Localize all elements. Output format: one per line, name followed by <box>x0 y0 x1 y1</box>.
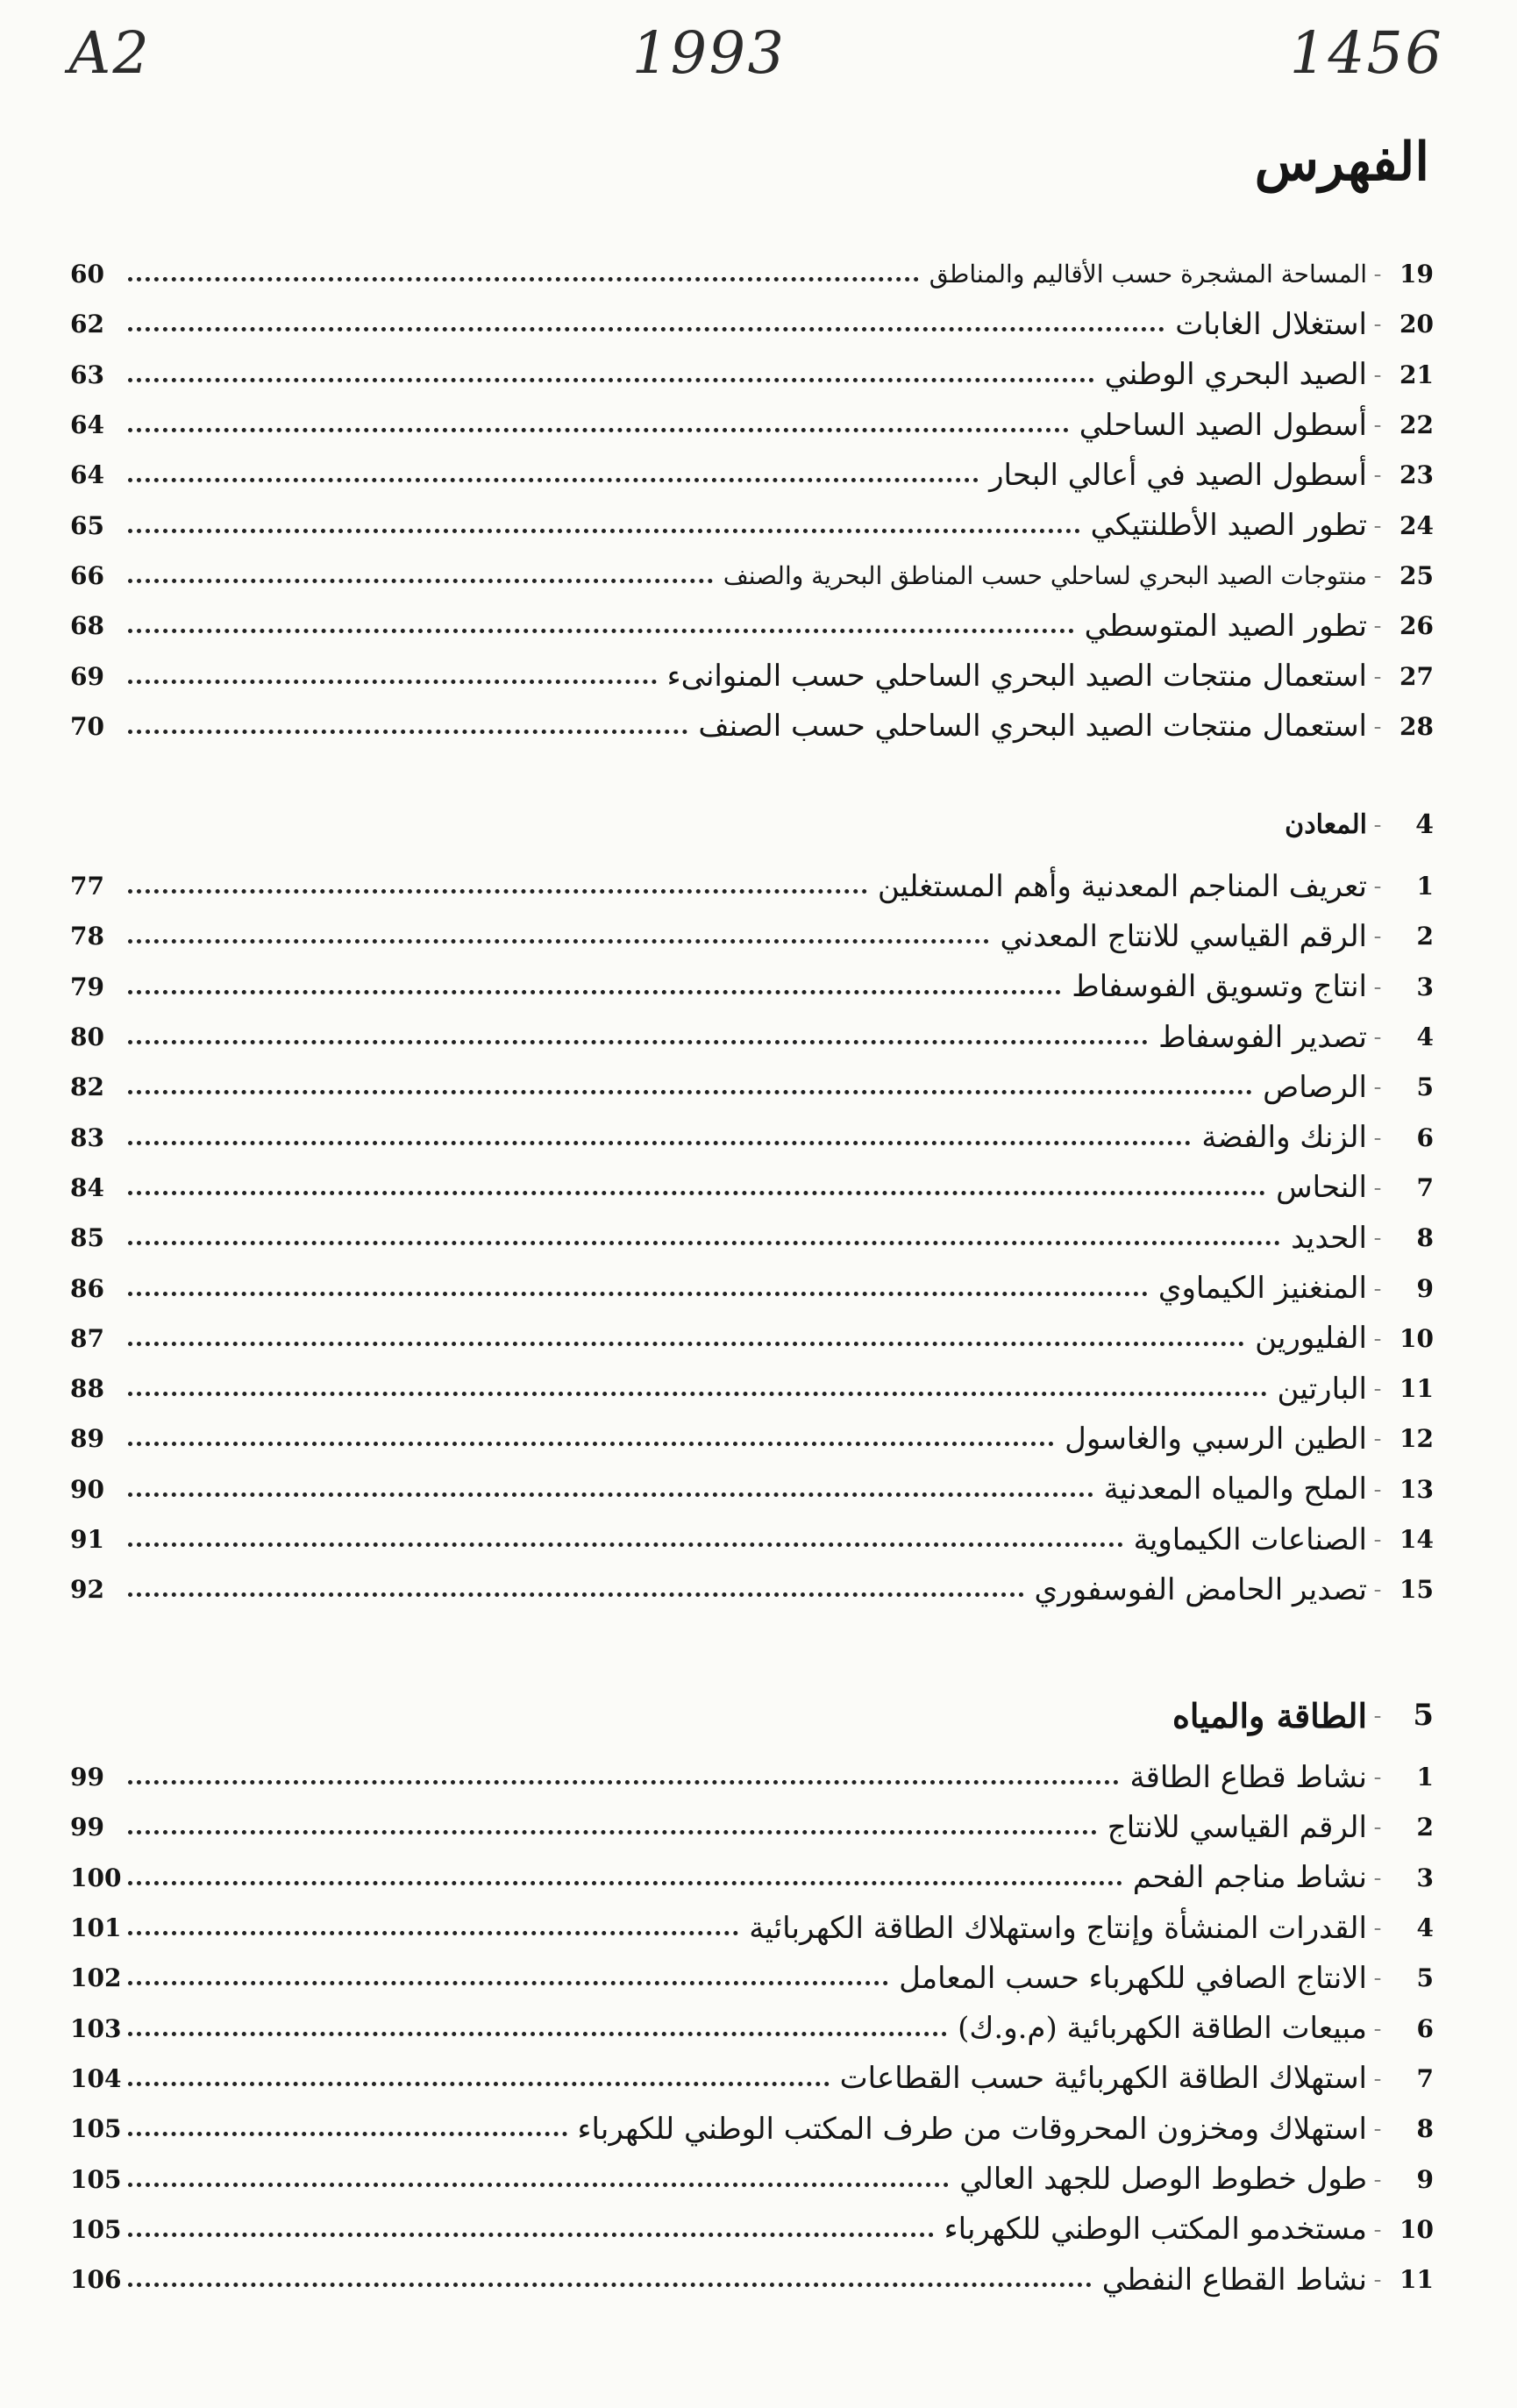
toc-leader-dots <box>128 1493 1093 1497</box>
toc-entry[interactable] <box>70 2003 1434 2053</box>
toc-entry-dash: – <box>1374 1029 1381 1046</box>
toc-entry-number: 8 <box>1416 1223 1434 1253</box>
toc-page-number: 62 <box>70 310 104 339</box>
toc-leader-dots <box>128 1342 1244 1346</box>
toc-leader-dots <box>128 1241 1280 1245</box>
toc-entry-dash: – <box>1374 417 1381 434</box>
toc-leader-dots <box>128 629 1074 633</box>
toc-leader-dots <box>128 730 687 734</box>
toc-entry[interactable] <box>70 702 1434 752</box>
toc-leader-dots <box>128 277 919 281</box>
toc-page-number: 105 <box>70 2114 122 2144</box>
toc-entry-label: الطين الرسبي والغاسول <box>1065 1421 1367 1457</box>
toc-page-number: 89 <box>70 1424 104 1454</box>
toc-entry-number: 20 <box>1399 310 1434 339</box>
toc-entry-label: تصدير الحامض الفوسفوري <box>1034 1571 1367 1607</box>
toc-entry-dash: – <box>1374 1129 1381 1146</box>
toc-leader-dots <box>128 2233 934 2237</box>
toc-entry-label: الصناعات الكيماوية <box>1133 1521 1367 1557</box>
toc-leader-dots <box>128 478 979 482</box>
toc-entry-number: 24 <box>1399 510 1434 540</box>
toc-entry[interactable] <box>70 2255 1434 2305</box>
toc-entry[interactable] <box>70 1062 1434 1112</box>
toc-entry[interactable] <box>70 911 1434 961</box>
toc-entry-dash: – <box>1374 2220 1381 2238</box>
toc-page-number: 64 <box>70 460 104 490</box>
toc-entry-label: منتوجات الصيد البحري لساحلي حسب المناطق البحرية والصنف <box>723 560 1367 590</box>
toc-leader-dots <box>128 1830 1097 1834</box>
toc-entry-label: البارتين <box>1277 1371 1367 1407</box>
toc-page-number: 99 <box>70 1813 104 1842</box>
toc-leader-dots <box>128 1780 1119 1785</box>
toc-entry-dash: – <box>1374 928 1381 945</box>
toc-entry-dash: – <box>1374 1531 1381 1548</box>
toc-page-number: 65 <box>70 510 104 540</box>
toc-entry-dash: – <box>1374 517 1381 534</box>
toc-entry-dash: – <box>1374 1279 1381 1297</box>
toc-page-number: 91 <box>70 1525 104 1554</box>
toc-entry-number: 3 <box>1416 1863 1434 1892</box>
toc-leader-dots <box>128 1981 888 1985</box>
toc-page-number: 83 <box>70 1122 104 1152</box>
toc-entry-number: 6 <box>1416 1122 1434 1152</box>
toc-entry[interactable] <box>70 1213 1434 1263</box>
toc-entry-dash: – <box>1374 467 1381 484</box>
toc-entry-label: الرقم القياسي للانتاج المعدني <box>1000 918 1367 954</box>
toc-entry-label: تعريف المناجم المعدنية وأهم المستغلين <box>877 868 1367 904</box>
section-heading-dash: – <box>1374 1706 1381 1724</box>
toc-entry-number: 7 <box>1416 2063 1434 2093</box>
toc-page-number: 106 <box>70 2265 122 2295</box>
toc-entry-label: انتاج وتسويق الفوسفاط <box>1072 969 1367 1005</box>
toc-entry[interactable] <box>70 1364 1434 1414</box>
section-heading <box>70 798 1434 851</box>
toc-entry-label: القدرات المنشأة وإنتاج واستهلاك الطاقة الكهربائية <box>749 1910 1367 1946</box>
toc-entry-number: 4 <box>1416 1913 1434 1943</box>
toc-entry-dash: – <box>1374 978 1381 995</box>
toc-entry[interactable] <box>70 1564 1434 1614</box>
toc-leader-dots <box>128 1191 1265 1195</box>
toc-leader-dots <box>128 579 713 583</box>
toc-page-number: 66 <box>70 560 104 590</box>
toc-entry-number: 2 <box>1416 922 1434 951</box>
toc-page-number: 103 <box>70 2013 122 2043</box>
toc-leader-dots <box>128 2132 567 2136</box>
toc-entry-number: 8 <box>1416 2114 1434 2144</box>
toc-leader-dots <box>128 939 989 944</box>
toc-entry-dash: – <box>1374 1970 1381 1987</box>
toc-leader-dots <box>128 990 1061 994</box>
toc-entry-number: 12 <box>1399 1424 1434 1454</box>
toc-page-number: 79 <box>70 972 104 1001</box>
toc-entry-number: 14 <box>1399 1525 1434 1554</box>
toc-page-number: 84 <box>70 1172 104 1202</box>
toc-entry-number: 11 <box>1399 1374 1434 1404</box>
toc-page-number: 99 <box>70 1763 104 1792</box>
toc-entry[interactable] <box>70 1514 1434 1564</box>
toc-entry-dash: – <box>1374 1920 1381 1937</box>
toc-entry-dash: – <box>1374 1869 1381 1886</box>
toc-entry-label: الحديد <box>1291 1220 1367 1256</box>
toc-leader-dots <box>128 428 1069 432</box>
toc-entry-dash: – <box>1374 1480 1381 1498</box>
toc-entry-label: مستخدمو المكتب الوطني للكهرباء <box>944 2212 1367 2248</box>
toc-entry[interactable] <box>70 450 1434 500</box>
toc-leader-dots <box>128 889 867 894</box>
toc-entry-number: 10 <box>1399 1323 1434 1353</box>
toc-page-number: 105 <box>70 2214 122 2244</box>
toc-entry-label: تصدير الفوسفاط <box>1158 1019 1367 1055</box>
toc-entry-dash: – <box>1374 667 1381 685</box>
toc-entry-number: 25 <box>1399 560 1434 590</box>
section-energy <box>70 1689 1434 2305</box>
toc-entry-label: نشاط قطاع الطاقة <box>1129 1759 1367 1795</box>
toc-page-number: 80 <box>70 1022 104 1052</box>
toc-entry[interactable] <box>70 962 1434 1012</box>
toc-entry-number: 5 <box>1416 1963 1434 1993</box>
toc-entry-label: نشاط القطاع النفطي <box>1101 2262 1367 2298</box>
toc-page-number: 60 <box>70 260 104 289</box>
toc-leader-dots <box>128 378 1094 382</box>
toc-entry-label: النحاس <box>1276 1170 1367 1206</box>
toc-entry-label: الزنك والفضة <box>1201 1120 1367 1156</box>
toc-entry[interactable] <box>70 1263 1434 1313</box>
toc-entry-number: 15 <box>1399 1575 1434 1605</box>
toc-page-number: 87 <box>70 1323 104 1353</box>
toc-entry[interactable] <box>70 2205 1434 2255</box>
toc-entry[interactable] <box>70 400 1434 450</box>
toc-entry[interactable] <box>70 1752 1434 1802</box>
toc-entry-dash: – <box>1374 2120 1381 2138</box>
toc-entry-dash: – <box>1374 2020 1381 2037</box>
toc-entry-label: استهلاك الطاقة الكهربائية حسب القطاعات <box>839 2061 1367 2097</box>
toc-entry-dash: – <box>1374 1430 1381 1448</box>
toc-entry-number: 13 <box>1399 1474 1434 1504</box>
toc-entry-label: الملح والمياه المعدنية <box>1103 1471 1367 1507</box>
toc-entry-number: 19 <box>1399 260 1434 289</box>
toc-entry-dash: – <box>1374 1229 1381 1247</box>
toc-entry-label: المساحة المشجرة حسب الأقاليم والمناطق <box>929 260 1367 289</box>
toc-entry-number: 1 <box>1416 1763 1434 1792</box>
toc-page-number: 88 <box>70 1374 104 1404</box>
toc-entry-number: 6 <box>1416 2013 1434 2043</box>
toc-entry-number: 28 <box>1399 711 1434 741</box>
toc-entry-number: 11 <box>1399 2265 1434 2295</box>
toc-entry-number: 2 <box>1416 1813 1434 1842</box>
toc-entry-number: 27 <box>1399 661 1434 691</box>
toc-page-number: 69 <box>70 661 104 691</box>
toc-leader-dots <box>128 1040 1148 1044</box>
toc-entry[interactable] <box>70 299 1434 349</box>
toc-entry[interactable] <box>70 651 1434 701</box>
toc-entry-number: 7 <box>1416 1172 1434 1202</box>
toc-page-number: 105 <box>70 2164 122 2194</box>
toc-leader-dots <box>128 1542 1123 1547</box>
toc-entry-dash: – <box>1374 366 1381 383</box>
toc-entry-dash: – <box>1374 1079 1381 1096</box>
toc-entry[interactable] <box>70 1414 1434 1464</box>
toc-entry-label: الانتاج الصافي للكهرباء حسب المعامل <box>899 1960 1367 1996</box>
toc-leader-dots <box>128 1292 1148 1296</box>
toc-entry-dash: – <box>1374 1769 1381 1786</box>
section-heading-number: 4 <box>1415 809 1434 840</box>
toc-page-number: 92 <box>70 1575 104 1605</box>
toc-entry-label: الرصاص <box>1263 1069 1367 1105</box>
toc-entry[interactable] <box>70 1853 1434 1903</box>
toc-entry-label: طول خطوط الوصل للجهد العالي <box>959 2162 1367 2198</box>
section-heading-text: الطاقة والمياه <box>1172 1695 1367 1735</box>
handwritten-note-year: 1993 <box>625 19 792 87</box>
toc-leader-dots <box>128 327 1164 331</box>
toc-entry-label: الصيد البحري الوطني <box>1104 357 1367 393</box>
toc-entry-number: 26 <box>1399 611 1434 641</box>
toc-entry[interactable] <box>70 1012 1434 1062</box>
toc-leader-dots <box>128 1442 1054 1446</box>
toc-leader-dots <box>128 1881 1122 1885</box>
section-fishing <box>70 249 1434 752</box>
toc-entry[interactable] <box>70 1464 1434 1514</box>
page-title: الفهرس <box>1254 132 1429 193</box>
toc-page-number: 86 <box>70 1273 104 1303</box>
toc-entry-label: مبيعات الطاقة الكهربائية (م.و.ك) <box>958 2011 1367 2047</box>
toc-entry-label: تطور الصيد المتوسطي <box>1084 608 1367 644</box>
toc-entry-label: أسطول الصيد في أعالي البحار <box>989 457 1367 493</box>
toc-leader-dots <box>128 680 657 684</box>
toc-entry[interactable] <box>70 2104 1434 2154</box>
toc-page-number: 85 <box>70 1223 104 1253</box>
toc-leader-dots <box>128 2283 1092 2287</box>
toc-page-number: 101 <box>70 1913 122 1943</box>
toc-entry-dash: – <box>1374 1380 1381 1398</box>
toc-entry[interactable] <box>70 1314 1434 1364</box>
handwritten-note-left: A2 <box>62 19 157 87</box>
toc-entry-label: أسطول الصيد الساحلي <box>1079 407 1367 443</box>
section-heading-text: المعادن <box>1285 809 1367 840</box>
section-heading-dash: – <box>1374 816 1381 833</box>
toc-entry-number: 21 <box>1399 360 1434 389</box>
toc-entry[interactable] <box>70 1953 1434 2003</box>
toc-entry-label: استغلال الغابات <box>1175 306 1367 342</box>
toc-entry-number: 23 <box>1399 460 1434 490</box>
toc-page-number: 77 <box>70 872 104 901</box>
toc-page-number: 102 <box>70 1963 122 1993</box>
toc-entry-number: 9 <box>1416 2164 1434 2194</box>
section-heading-number: 5 <box>1413 1698 1434 1733</box>
toc-entry-number: 5 <box>1416 1072 1434 1102</box>
toc-entry-dash: – <box>1374 1581 1381 1599</box>
toc-entry-dash: – <box>1374 1179 1381 1196</box>
toc-entry-number: 10 <box>1399 2214 1434 2244</box>
toc-entry-dash: – <box>1374 316 1381 333</box>
toc-entry[interactable] <box>70 350 1434 400</box>
toc-entry[interactable] <box>70 500 1434 550</box>
toc-page-number: 68 <box>70 611 104 641</box>
toc-entry[interactable] <box>70 1903 1434 1953</box>
toc-entry-number: 22 <box>1399 410 1434 440</box>
toc-entry[interactable] <box>70 249 1434 299</box>
toc-leader-dots <box>128 2082 830 2086</box>
toc-entry-dash: – <box>1374 2170 1381 2188</box>
toc-entry-dash: – <box>1374 266 1381 283</box>
toc-leader-dots <box>128 2183 949 2187</box>
toc-leader-dots <box>128 1931 738 1935</box>
toc-entry-dash: – <box>1374 566 1381 584</box>
toc-entry-dash: – <box>1374 717 1381 735</box>
toc-leader-dots <box>128 1392 1267 1396</box>
toc-leader-dots <box>128 2032 947 2036</box>
toc-page-number: 64 <box>70 410 104 440</box>
toc-entry-label: الرقم القياسي للانتاج <box>1107 1809 1367 1845</box>
toc-entry[interactable] <box>70 2154 1434 2204</box>
toc-entry-label: الفليورين <box>1255 1321 1367 1357</box>
toc-entry[interactable] <box>70 1112 1434 1162</box>
toc-entry-number: 1 <box>1416 872 1434 901</box>
toc-entry-dash: – <box>1374 2070 1381 2087</box>
toc-entry[interactable] <box>70 1163 1434 1213</box>
toc-entry-label: تطور الصيد الأطلنتيكي <box>1090 508 1367 544</box>
toc-leader-dots <box>128 1141 1191 1145</box>
toc-entry-dash: – <box>1374 1819 1381 1836</box>
section-minerals <box>70 798 1434 1614</box>
toc-entry-dash: – <box>1374 1329 1381 1347</box>
toc-entry[interactable] <box>70 2054 1434 2104</box>
toc-entry-number: 4 <box>1416 1022 1434 1052</box>
toc-page-number: 78 <box>70 922 104 951</box>
toc-entry-label: استهلاك ومخزون المحروقات من طرف المكتب الوطني للكهرباء <box>577 2111 1367 2147</box>
toc-entry-label: المنغنيز الكيماوي <box>1157 1271 1367 1307</box>
toc-leader-dots <box>128 529 1080 533</box>
toc-entry[interactable] <box>70 1802 1434 1852</box>
section-heading <box>70 1689 1434 1742</box>
toc-entry-dash: – <box>1374 2271 1381 2289</box>
toc-entry-label: استعمال منتجات الصيد البحري الساحلي حسب المنوانىء <box>666 659 1367 695</box>
toc-page-number: 63 <box>70 360 104 389</box>
toc-page-number: 100 <box>70 1863 122 1892</box>
toc-entry[interactable] <box>70 551 1434 601</box>
toc-page-number: 104 <box>70 2063 122 2093</box>
toc-entry[interactable] <box>70 861 1434 911</box>
toc-entry-label: نشاط مناجم الفحم <box>1132 1860 1367 1896</box>
handwritten-note-right: 1456 <box>1283 19 1449 87</box>
toc-leader-dots <box>128 1592 1024 1597</box>
toc-page-number: 82 <box>70 1072 104 1102</box>
toc-entry-dash: – <box>1374 878 1381 895</box>
toc-entry-dash: – <box>1374 617 1381 635</box>
toc-page-number: 90 <box>70 1474 104 1504</box>
toc-entry-number: 3 <box>1416 972 1434 1001</box>
toc-page-number: 70 <box>70 711 104 741</box>
toc-leader-dots <box>128 1090 1252 1094</box>
toc-entry-label: استعمال منتجات الصيد البحري الساحلي حسب الصنف <box>698 709 1367 744</box>
toc-entry-number: 9 <box>1416 1273 1434 1303</box>
toc-entry[interactable] <box>70 601 1434 651</box>
